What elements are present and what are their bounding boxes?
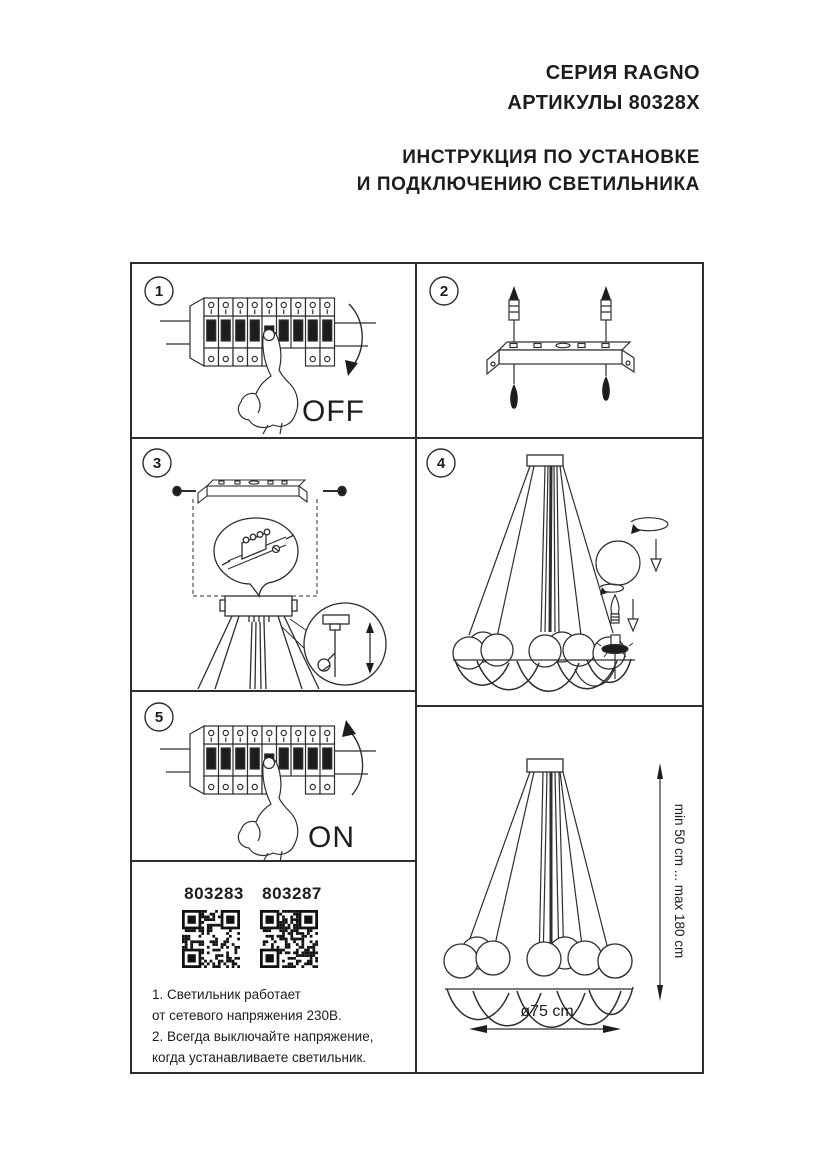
- note-line: 1. Светильник работает: [152, 987, 301, 1002]
- step-number: 2: [439, 283, 449, 300]
- article-number: 803287: [262, 884, 322, 903]
- note-line: от сетевого напряжения 230В.: [152, 1008, 342, 1023]
- panel-step-4: [417, 439, 702, 705]
- instruction-title-line2: И ПОДКЛЮЧЕНИЮ СВЕТИЛЬНИКА: [356, 174, 700, 195]
- step-number: 5: [154, 709, 164, 726]
- panel-step-3: [132, 439, 415, 690]
- articles-title: АРТИКУЛЫ 80328X: [507, 92, 700, 114]
- qr-code: [260, 910, 318, 968]
- article-number: 803283: [184, 884, 244, 903]
- note-line: когда устанавливаете светильник.: [152, 1050, 367, 1065]
- on-arrow-icon: [342, 720, 363, 795]
- instruction-grid: [130, 262, 704, 1074]
- screw-icon: [601, 286, 611, 342]
- panel-step-1: [132, 264, 415, 437]
- height-dimension: [657, 763, 663, 1001]
- note-line: 2. Всегда выключайте напряжение,: [152, 1029, 374, 1044]
- terminal-block-balloon: [214, 518, 298, 596]
- on-label: ON: [308, 821, 355, 854]
- page-header: [357, 58, 700, 198]
- wall-plug-icon: [510, 364, 518, 409]
- off-label: OFF: [302, 395, 365, 428]
- wall-plug-icon: [602, 364, 610, 401]
- series-title: СЕРИЯ RAGNO: [545, 62, 700, 84]
- chandelier-assembly-illustration: [417, 439, 702, 705]
- chandelier-dimensions-illustration: [417, 707, 702, 1072]
- down-arrow-icon: [628, 599, 638, 631]
- panel-dimensions: [417, 707, 702, 1072]
- mounting-bracket-illustration: [417, 264, 702, 437]
- panel-step-5: [132, 692, 415, 860]
- canopy-drawing: [198, 596, 319, 689]
- step-number: 4: [436, 455, 446, 472]
- height-range-label: min 50 cm ... max 180 cm: [672, 803, 687, 959]
- glass-ball-detail: [596, 518, 668, 585]
- off-arrow-icon: [345, 304, 362, 376]
- step-number: 1: [154, 283, 164, 300]
- bracket-drawing: [198, 480, 307, 503]
- notes-area: [132, 860, 415, 1072]
- down-arrow-icon: [651, 539, 661, 571]
- safety-notes: [152, 984, 373, 1068]
- chandelier-drawing: [444, 759, 633, 1027]
- circuit-breaker-off-illustration: [132, 264, 415, 437]
- panel-step-2: [417, 264, 702, 437]
- screw-icon: [509, 286, 519, 342]
- step-number: 3: [152, 455, 162, 472]
- wiring-illustration: [132, 439, 415, 690]
- diameter-label: ø75 cm: [520, 1003, 574, 1020]
- instruction-title-line1: ИНСТРУКЦИЯ ПО УСТАНОВКЕ: [402, 147, 700, 168]
- qr-code: [182, 910, 240, 968]
- bracket-drawing: [487, 286, 634, 409]
- circuit-breaker-on-illustration: [132, 692, 415, 860]
